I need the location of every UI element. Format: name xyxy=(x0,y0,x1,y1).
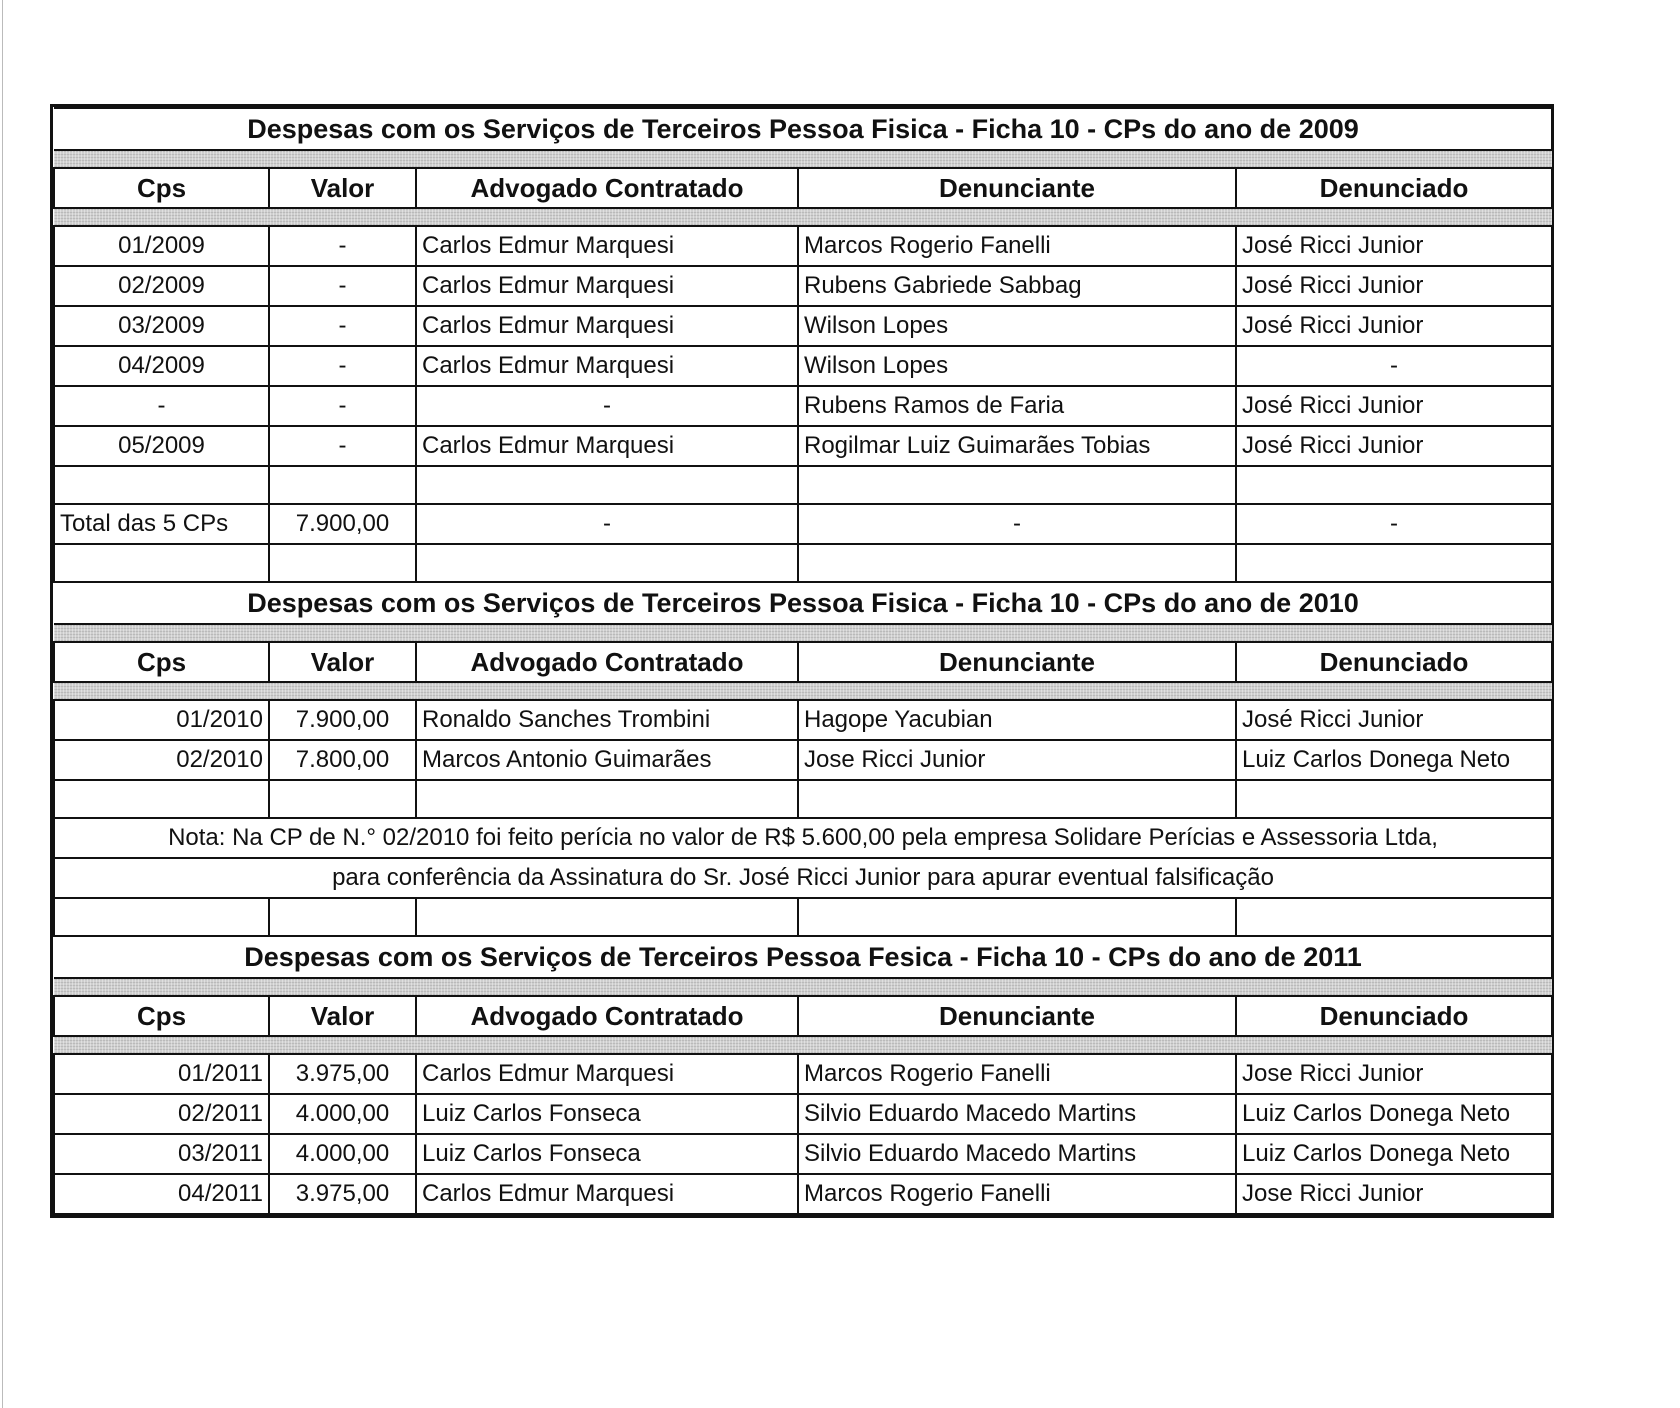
header-row-2009 xyxy=(54,168,1552,208)
cell-advogado: - xyxy=(416,386,798,426)
header-cps: Cps xyxy=(54,996,269,1036)
cell-advogado: Luiz Carlos Fonseca xyxy=(416,1094,798,1134)
table-row xyxy=(54,226,1552,266)
cell-total-denunciante: - xyxy=(798,504,1236,544)
cell-denunciante: Rubens Ramos de Faria xyxy=(798,386,1236,426)
cell-denunciante: Silvio Eduardo Macedo Martins xyxy=(798,1134,1236,1174)
cell-denunciante: Marcos Rogerio Fanelli xyxy=(798,1054,1236,1094)
shaded-band xyxy=(54,208,1552,226)
cell-cps: 02/2010 xyxy=(54,740,269,780)
cell-cps: 01/2011 xyxy=(54,1054,269,1094)
shaded-band xyxy=(54,1036,1552,1054)
cell-denunciado: José Ricci Junior xyxy=(1236,386,1552,426)
cell-valor: - xyxy=(269,306,416,346)
cell-denunciado: José Ricci Junior xyxy=(1236,426,1552,466)
cell-denunciante: Silvio Eduardo Macedo Martins xyxy=(798,1094,1236,1134)
section-title-2009: Despesas com os Serviços de Terceiros Pessoa Fisica - Ficha 10 - CPs do ano de 2009 xyxy=(54,108,1552,150)
header-cps: Cps xyxy=(54,168,269,208)
table-row xyxy=(54,740,1552,780)
header-denunciado: Denunciado xyxy=(1236,168,1552,208)
header-denunciante: Denunciante xyxy=(798,996,1236,1036)
cell-advogado: Carlos Edmur Marquesi xyxy=(416,426,798,466)
cell-cps: 05/2009 xyxy=(54,426,269,466)
cell-denunciante: Marcos Rogerio Fanelli xyxy=(798,226,1236,266)
note-line-2: para conferência da Assinatura do Sr. José Ricci Junior para apurar eventual falsificação xyxy=(54,858,1552,898)
cell-denunciado: Luiz Carlos Donega Neto xyxy=(1236,1134,1552,1174)
cell-denunciante: Rubens Gabriede Sabbag xyxy=(798,266,1236,306)
table-row xyxy=(54,346,1552,386)
table-row xyxy=(54,700,1552,740)
cell-advogado: Carlos Edmur Marquesi xyxy=(416,306,798,346)
note-line-1: Nota: Na CP de N.° 02/2010 foi feito perícia no valor de R$ 5.600,00 pela empresa Solidare Perícias e Assessoria Ltda, xyxy=(54,818,1552,858)
cell-valor: - xyxy=(269,226,416,266)
empty-row xyxy=(54,544,1552,582)
header-advogado: Advogado Contratado xyxy=(416,996,798,1036)
cell-cps: 03/2011 xyxy=(54,1134,269,1174)
header-denunciado: Denunciado xyxy=(1236,642,1552,682)
cell-denunciante: Rogilmar Luiz Guimarães Tobias xyxy=(798,426,1236,466)
table-row xyxy=(54,1174,1552,1214)
cell-cps: 04/2011 xyxy=(54,1174,269,1214)
cell-advogado: Ronaldo Sanches Trombini xyxy=(416,700,798,740)
table-row xyxy=(54,386,1552,426)
cell-denunciado: Luiz Carlos Donega Neto xyxy=(1236,1094,1552,1134)
header-row-2011 xyxy=(54,996,1552,1036)
expenses-table xyxy=(53,107,1553,1215)
table-row xyxy=(54,306,1552,346)
cell-denunciado: Jose Ricci Junior xyxy=(1236,1174,1552,1214)
cell-advogado: Carlos Edmur Marquesi xyxy=(416,1174,798,1214)
cell-cps: 03/2009 xyxy=(54,306,269,346)
cell-valor: 4.000,00 xyxy=(269,1134,416,1174)
header-advogado: Advogado Contratado xyxy=(416,168,798,208)
cell-valor: - xyxy=(269,426,416,466)
cell-denunciado: Luiz Carlos Donega Neto xyxy=(1236,740,1552,780)
cell-valor: - xyxy=(269,386,416,426)
cell-advogado: Carlos Edmur Marquesi xyxy=(416,226,798,266)
header-row-2010 xyxy=(54,642,1552,682)
section-title-row xyxy=(54,108,1552,150)
cell-total-advogado: - xyxy=(416,504,798,544)
cell-valor: - xyxy=(269,266,416,306)
note-row xyxy=(54,858,1552,898)
cell-advogado: Carlos Edmur Marquesi xyxy=(416,266,798,306)
header-denunciante: Denunciante xyxy=(798,642,1236,682)
shaded-band xyxy=(54,682,1552,700)
cell-denunciante: Wilson Lopes xyxy=(798,306,1236,346)
cell-valor: 7.900,00 xyxy=(269,700,416,740)
empty-row xyxy=(54,466,1552,504)
section-title-row xyxy=(54,936,1552,978)
section-title-row xyxy=(54,582,1552,624)
cell-denunciado: - xyxy=(1236,346,1552,386)
shaded-band xyxy=(54,150,1552,168)
table-row xyxy=(54,426,1552,466)
cell-denunciante: Jose Ricci Junior xyxy=(798,740,1236,780)
cell-denunciado: José Ricci Junior xyxy=(1236,266,1552,306)
cell-advogado: Marcos Antonio Guimarães xyxy=(416,740,798,780)
header-denunciante: Denunciante xyxy=(798,168,1236,208)
table-row xyxy=(54,1054,1552,1094)
cell-total-valor: 7.900,00 xyxy=(269,504,416,544)
shaded-band xyxy=(54,624,1552,642)
table-row xyxy=(54,1134,1552,1174)
section-title-2010: Despesas com os Serviços de Terceiros Pessoa Fisica - Ficha 10 - CPs do ano de 2010 xyxy=(54,582,1552,624)
cell-valor: 7.800,00 xyxy=(269,740,416,780)
cell-denunciante: Hagope Yacubian xyxy=(798,700,1236,740)
cell-denunciado: Jose Ricci Junior xyxy=(1236,1054,1552,1094)
cell-denunciado: José Ricci Junior xyxy=(1236,700,1552,740)
cell-valor: 3.975,00 xyxy=(269,1054,416,1094)
cell-advogado: Carlos Edmur Marquesi xyxy=(416,346,798,386)
table-row xyxy=(54,1094,1552,1134)
header-denunciado: Denunciado xyxy=(1236,996,1552,1036)
scan-edge-line xyxy=(2,0,3,1408)
empty-row xyxy=(54,898,1552,936)
section-title-2011: Despesas com os Serviços de Terceiros Pessoa Fesica - Ficha 10 - CPs do ano de 2011 xyxy=(54,936,1552,978)
note-row xyxy=(54,818,1552,858)
cell-valor: 4.000,00 xyxy=(269,1094,416,1134)
header-valor: Valor xyxy=(269,996,416,1036)
table-row xyxy=(54,266,1552,306)
cell-total-label: Total das 5 CPs xyxy=(54,504,269,544)
cell-valor: - xyxy=(269,346,416,386)
header-cps: Cps xyxy=(54,642,269,682)
cell-denunciado: José Ricci Junior xyxy=(1236,226,1552,266)
cell-advogado: Carlos Edmur Marquesi xyxy=(416,1054,798,1094)
cell-cps: - xyxy=(54,386,269,426)
expenses-sheet xyxy=(50,104,1554,1218)
cell-denunciado: José Ricci Junior xyxy=(1236,306,1552,346)
header-advogado: Advogado Contratado xyxy=(416,642,798,682)
cell-denunciante: Marcos Rogerio Fanelli xyxy=(798,1174,1236,1214)
cell-cps: 01/2010 xyxy=(54,700,269,740)
cell-cps: 04/2009 xyxy=(54,346,269,386)
cell-cps: 02/2011 xyxy=(54,1094,269,1134)
header-valor: Valor xyxy=(269,168,416,208)
cell-advogado: Luiz Carlos Fonseca xyxy=(416,1134,798,1174)
cell-cps: 01/2009 xyxy=(54,226,269,266)
cell-valor: 3.975,00 xyxy=(269,1174,416,1214)
cell-cps: 02/2009 xyxy=(54,266,269,306)
empty-row xyxy=(54,780,1552,818)
cell-denunciante: Wilson Lopes xyxy=(798,346,1236,386)
header-valor: Valor xyxy=(269,642,416,682)
total-row-2009 xyxy=(54,504,1552,544)
cell-total-denunciado: - xyxy=(1236,504,1552,544)
shaded-band xyxy=(54,978,1552,996)
